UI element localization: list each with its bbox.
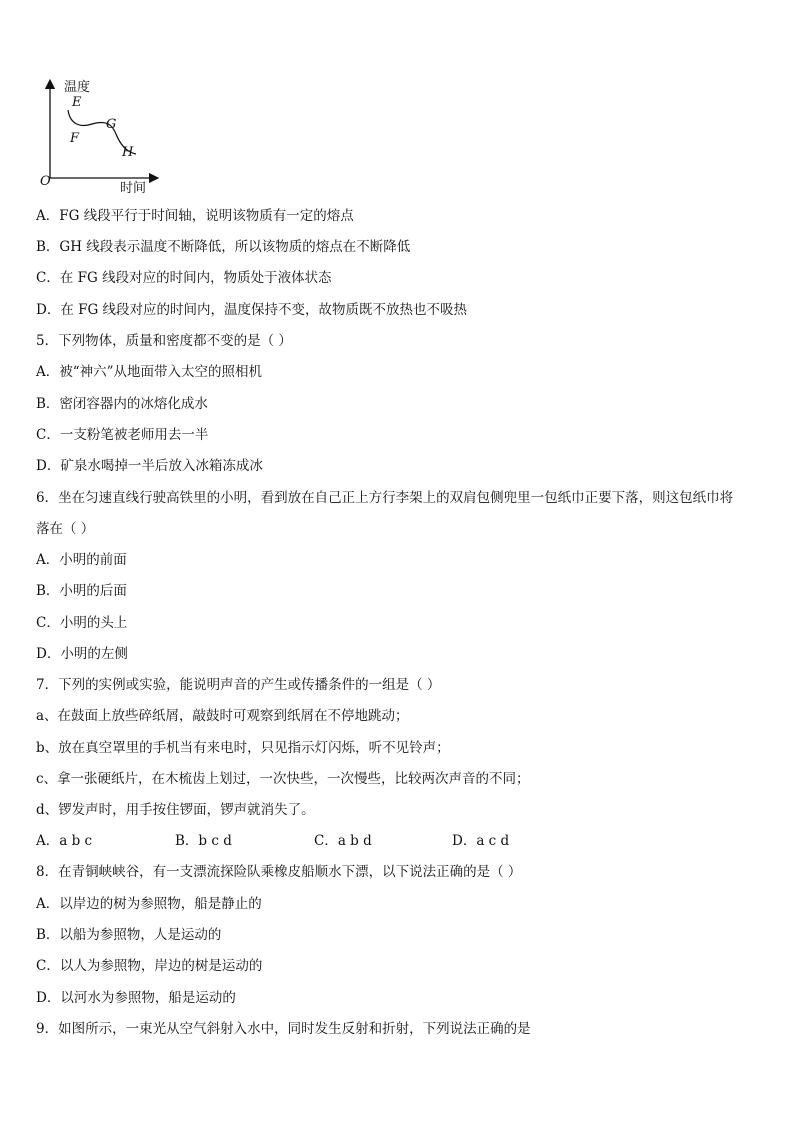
q7-options-row: [36, 833, 556, 849]
point-e-label: E: [72, 95, 82, 110]
q7-item-d: d、锣发声时，用手按住锣面，锣声就消失了。: [36, 802, 315, 818]
point-g-label: G: [106, 117, 117, 132]
q8-option-b: B．以船为参照物，人是运动的: [36, 927, 222, 943]
q7-option-d: D．a c d: [452, 833, 510, 849]
q4-option-b: B．GH 线段表示温度不断降低，所以该物质的熔点在不断降低: [36, 239, 411, 255]
q6-option-c: C．小明的头上: [36, 615, 128, 631]
q8-option-a: A．以岸边的树为参照物，船是静止的: [36, 896, 262, 912]
q8-option-d: D．以河水为参照物，船是运动的: [36, 990, 236, 1006]
q6-option-b: B．小明的后面: [36, 583, 127, 599]
q5-option-d: D．矿泉水喝掉一半后放入冰箱冻成冰: [36, 458, 263, 474]
y-axis-label: 温度: [64, 80, 91, 95]
q4-option-a: A．FG 线段平行于时间轴，说明该物质有一定的熔点: [36, 208, 354, 224]
q7-item-a: a、在鼓面上放些碎纸屑，敲鼓时可观察到纸屑在不停地跳动；: [36, 708, 409, 724]
q8-option-c: C．以人为参照物，岸边的树是运动的: [36, 958, 263, 974]
q6-option-a: A．小明的前面: [36, 552, 127, 568]
q5-option-b: B．密闭容器内的冰熔化成水: [36, 396, 208, 412]
point-f-label: F: [70, 131, 80, 146]
q7-stem: 7．下列的实例或实验，能说明声音的产生或传播条件的一组是（ ）: [36, 677, 441, 693]
q7-option-a: A．a b c: [36, 833, 93, 849]
q9-stem: 9．如图所示，一束光从空气斜射入水中，同时发生反射和折射，下列说法正确的是: [36, 1021, 531, 1037]
q7-item-c: c、拿一张硬纸片，在木梳齿上划过，一次快些，一次慢些，比较两次声音的不同；: [36, 771, 530, 787]
q6-stem-line1: 6．坐在匀速直线行驶高铁里的小明，看到放在自己正上方行李架上的双肩包侧兜里一包纸巾正要下落，则这包纸巾将: [36, 490, 734, 506]
q6-stem-line2: 落在（ ）: [36, 521, 95, 537]
graph-svg: [36, 76, 166, 196]
q7-option-c: C．a b d: [314, 833, 372, 849]
q4-option-d: D．在 FG 线段对应的时间内，温度保持不变，故物质既不放热也不吸热: [36, 302, 468, 318]
q5-option-c: C．一支粉笔被老师用去一半: [36, 427, 209, 443]
x-axis-label: 时间: [120, 181, 147, 196]
q8-stem: 8．在青铜峡峡谷，有一支漂流探险队乘橡皮船顺水下漂，以下说法正确的是（ ）: [36, 864, 522, 880]
temperature-time-graph: [36, 76, 166, 196]
q7-option-b: B．b c d: [175, 833, 232, 849]
q5-stem: 5．下列物体，质量和密度都不变的是（ ）: [36, 333, 292, 349]
q5-option-a: A．被“神六”从地面带入太空的照相机: [36, 364, 263, 380]
q6-option-d: D．小明的左侧: [36, 646, 128, 662]
q4-option-c: C．在 FG 线段对应的时间内，物质处于液体状态: [36, 270, 332, 286]
q7-item-b: b、放在真空罩里的手机当有来电时，只见指示灯闪烁，听不见铃声；: [36, 740, 450, 756]
origin-label: O: [40, 174, 51, 189]
point-h-label: H: [122, 145, 134, 160]
